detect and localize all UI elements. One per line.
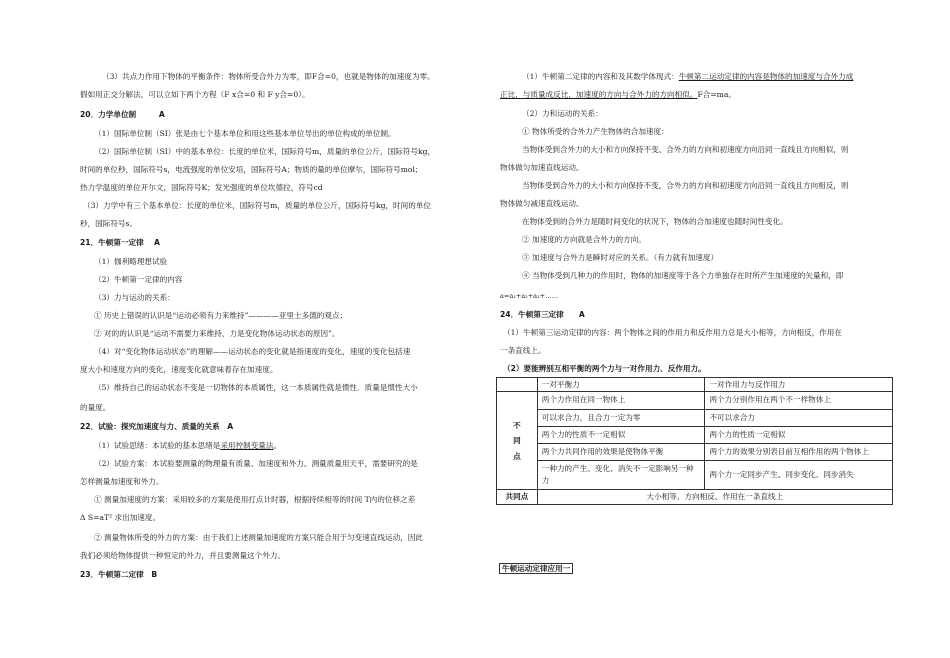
table-cell: 两个力一定同步产生、同步变化、同步消失 — [705, 461, 893, 490]
text-line: Δ S=aT² 求出加速度。 — [80, 513, 161, 522]
text-line: （4）对“变化物体运动状态”的理解——运动状态的变化就是指速度的变化，速度的变化包括速 — [94, 347, 411, 356]
section-heading: 24．牛顿第三定律 A — [500, 310, 585, 319]
text-line: （1）牛顿第二定律的内容和及其数学体现式：牛顿第二运动定律的内容是物体的加速度与合外力成 — [522, 72, 854, 81]
table-header-cell — [497, 378, 538, 392]
text-line: （1）试验思绪：本试验的基本思绪是采用控制变量法。 — [94, 441, 282, 450]
text-line: 正比，与质量成反比，加速度的方向与合外力的方向相似。F合=ma。 — [500, 90, 736, 99]
table-cell: 两个力共同作用的效果是使物体平衡 — [537, 443, 705, 460]
text-line: 我们必须给物体提供一种恒定的外力，并且要测量这个外力。 — [80, 551, 286, 560]
table-cell: 两个力作用在同一物体上 — [537, 392, 705, 409]
table-cell: 两个力的性质不一定相似 — [537, 426, 705, 443]
text-line: （2）国际单位制（SI）中的基本单位：长度的单位米，国际符号m，质量的单位公斤，国际符号kg， — [94, 147, 436, 156]
text-line: 时间的单位秒，国际符号s，电流强度的单位安培，国际符号A；物质的量的单位摩尔，国际符号mol； — [80, 165, 423, 174]
common-text: 大小相等、方向相反、作用在一条直线上 — [537, 490, 892, 504]
table-cell: 两个力分别作用在两个不一样物体上 — [705, 392, 893, 409]
text-line: 当物体受到合外力的大小和方向保持不变，合外力的方向和初速度方向沿同一直线且方向相反，则 — [522, 181, 849, 190]
text-line: （3）力学中有三个基本单位：长度的单位米，国际符号m，质量的单位公斤，国际符号kg，时间的单位 — [83, 201, 432, 210]
text-line: （3）力与运动的关系： — [94, 293, 175, 302]
text-line: ① 测量加速度的方案：采用较多的方案是使用打点计时器，根据持续相等的时间 T内的位移之差 — [94, 495, 416, 504]
table-cell: 不可以求合力 — [705, 409, 893, 426]
section-heading: 22．试验：探究加速度与力、质量的关系 A — [80, 422, 234, 431]
underlined-text: 牛顿第二运动定律的内容是物体的加速度与合外力成 — [678, 72, 854, 81]
text-line: （1）国际单位制（SI）张是由七个基本单位和用这些基本单位导出的单位构成的单位制。 — [94, 129, 396, 138]
text-line: 的量度。 — [80, 403, 111, 412]
text-line: ④ 当物体受到几种力的作用时，物体的加速度等于各个力单独存在时所产生加速度的矢量和，即 — [522, 271, 844, 280]
table-header-cell: 一对平衡力 — [537, 378, 705, 392]
text-line: 在物体受到的合外力是随时间变化的状况下，物体的合加速度也随时间性变化。 — [522, 217, 788, 226]
table-cell: 一种力的产生、变化、消失不一定影响另一种力 — [537, 461, 705, 490]
difference-label: 不 同 点 — [497, 392, 538, 490]
text-line: 秒，国际符号s。 — [80, 219, 138, 228]
text-line: （3）共点力作用下物体的平衡条件：物体所受合外力为零，即F合=0，也就是物体的加速度为零。 — [102, 72, 435, 81]
section-heading: （2）要能辨别互相平衡的两个力与一对作用力、反作用力。 — [503, 364, 706, 373]
table-cell: 两个力的效果分别表目前互相作用的两个物体上 — [705, 443, 893, 460]
text-line: ② 加速度的方向就是合外力的方向。 — [522, 235, 646, 244]
comparison-table — [496, 377, 893, 505]
text-line: （1）牛顿第三运动定律的内容：两个物体之间的作用力和反作用力总是大小相等，方向相反，作用在 — [503, 328, 842, 337]
text-line: 怎样测量加速度和外力。 — [80, 477, 164, 486]
section-heading: 20．力学单位制 A — [80, 110, 165, 119]
text-line: 当物体受到合外力的大小和方向保持不变、合外力的方向和初速度方向沿同一直线且方向相似，则 — [522, 145, 849, 154]
table-header-cell: 一对作用力与反作用力 — [705, 378, 893, 392]
text-line: （2）力和运动的关系： — [522, 109, 603, 118]
text-line: ① 物体所受的合外力产生物体的合加速度： — [522, 127, 669, 136]
text-line: 物体做匀加速直线运动。 — [500, 163, 584, 172]
text-line: 假如用正交分解法，可以立如下两个方程（F x合=0 和 F y合=0）。 — [80, 90, 310, 99]
section-heading: 23．牛顿第二定律 B — [80, 570, 158, 579]
text-line: ② 对的的认识是“运动不需要力来维持，力是变化物体运动状态的原因”。 — [94, 329, 340, 338]
text-line: a=a₁+a₂+a₃+…… — [500, 292, 559, 300]
table-cell: 可以求合力，且合力一定为零 — [537, 409, 705, 426]
text-line: 一条直线上。 — [500, 346, 546, 355]
section-label-newton-application: 牛顿运动定律应用一 — [499, 563, 573, 574]
text-line: （5）维持自己的运动状态不变是一切物体的本质属性，这一本质属性就是惯性．质量是惯性大小 — [94, 383, 418, 392]
text-line: （2）试验方案：本试验要测量的物理量有质量、加速度和外力。测量质量用天平，需要研究的是 — [94, 459, 418, 468]
text-line: （2）牛顿第一定律的内容 — [94, 275, 183, 284]
text-line: ② 测量物体所受的外力的方案：由于我们上述测量加速度的方案只能合用于匀变速直线运动，因此 — [94, 533, 423, 542]
underlined-text: 采用控制变量法 — [220, 441, 274, 450]
underlined-text: 正比，与质量成反比，加速度的方向与合外力的方向相似。 — [500, 90, 698, 99]
text-line: ③ 加速度与合外力是瞬时对应的关系。（有力就有加速度） — [522, 253, 719, 262]
text-line: （1）伽利略理想试验 — [94, 257, 168, 266]
text-line: 度大小和速度方向的变化，速度变化就意味着存在加速度。 — [80, 365, 278, 374]
text-line: 物体做匀减速直线运动。 — [500, 199, 584, 208]
text-line: 热力学温度的单位开尔文，国际符号K；发光强度的单位坎德拉，符号cd — [80, 183, 323, 192]
text-line: ① 历史上错误的认识是“运动必须有力来维持”————亚里士多德的观点； — [94, 311, 348, 320]
common-label: 共同点 — [497, 490, 538, 504]
section-heading: 21．牛顿第一定律 A — [80, 238, 160, 247]
table-cell: 两个力的性质一定相似 — [705, 426, 893, 443]
